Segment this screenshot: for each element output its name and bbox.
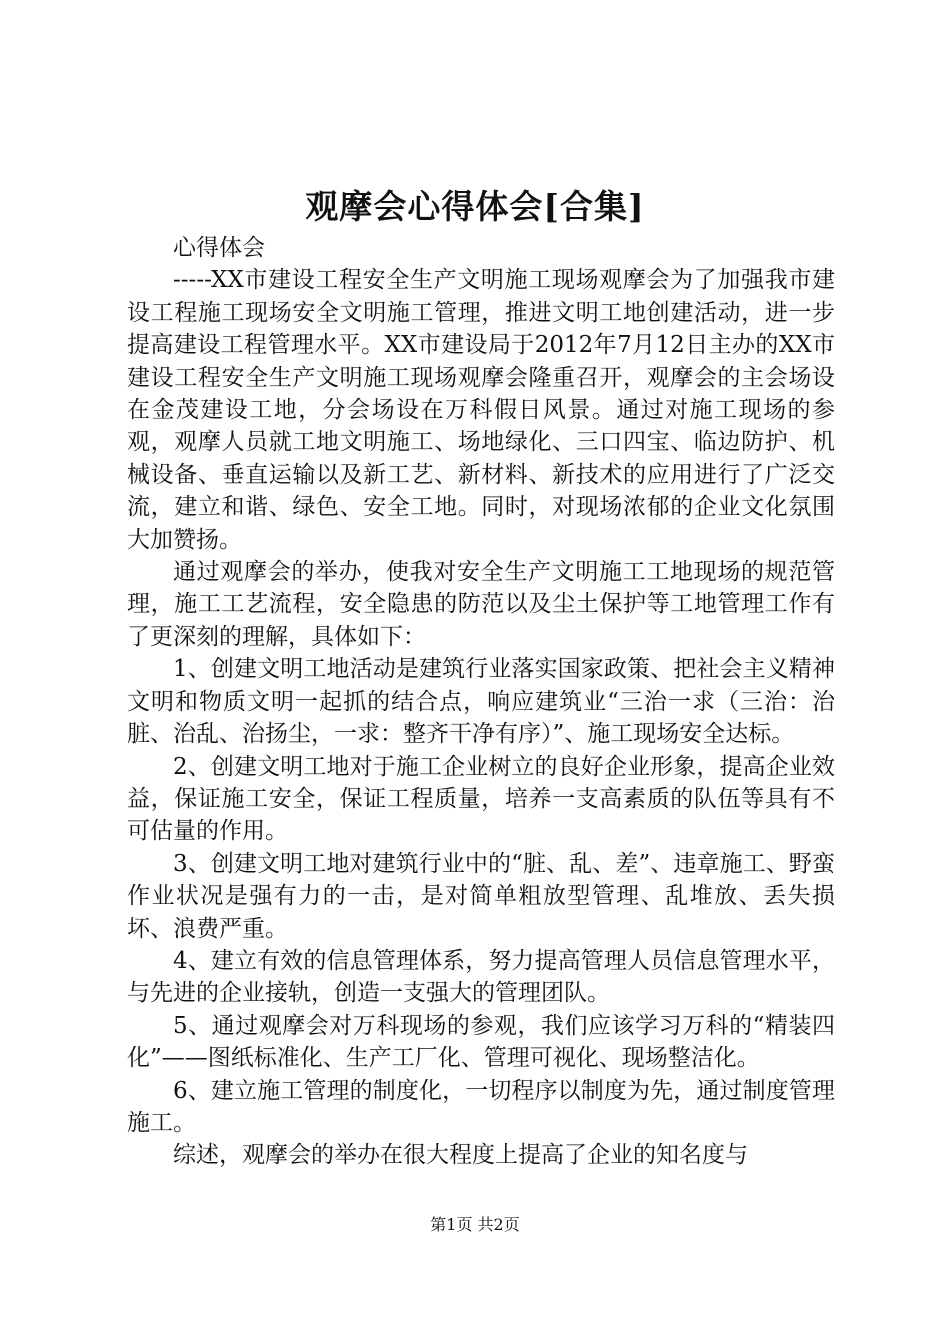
paragraph-summary-lead: 通过观摩会的举办，使我对安全生产文明施工工地现场的规范管理，施工工艺流程，安全隐患的防范以及尘土保护等工地管理工作有了更深刻的理解，具体如下： [127, 559, 835, 650]
paragraph-item-5: 5、通过观摩会对万科现场的参观，我们应该学习万科的“精装四化”——图纸标准化、生产工厂化、管理可视化、现场整洁化。 [127, 1012, 835, 1072]
paragraph-conclusion: 综述，观摩会的举办在很大程度上提高了企业的知名度与 [173, 1142, 748, 1169]
page-footer: 第1页 共2页 [430, 1215, 520, 1234]
paragraph-item-3: 3、创建文明工地对建筑行业中的“脏、乱、差”、违章施工、野蛮作业状况是强有力的一击，是对简单粗放型管理、乱堆放、丢失损坏、浪费严重。 [127, 850, 835, 942]
document-body [127, 232, 835, 1172]
paragraph-item-1: 1、创建文明工地活动是建筑行业落实国家政策、把社会主义精神文明和物质文明一起抓的结合点，响应建筑业“三治一求（三治：治脏、治乱、治扬尘，一求：整齐干净有序）”、施工现场安全达标。 [127, 656, 835, 748]
paragraph-item-6: 6、建立施工管理的制度化，一切程序以制度为先，通过制度管理施工。 [127, 1077, 835, 1136]
paragraph-item-4: 4、建立有效的信息管理体系，努力提高管理人员信息管理水平，与先进的企业接轨，创造一支强大的管理团队。 [127, 947, 835, 1007]
paragraph-intro: -----XX市建设工程安全生产文明施工现场观摩会为了加强我市建设工程施工现场安全文明施工管理，推进文明工地创建活动，进一步提高建设工程管理水平。XX市建设局于2012年7月12日主办的XX市建设工程安全生产文明施工现场观摩会隆重召开，观摩会的主会场设在金茂建设工地，分会场设在万科假日风景。通过对施工现场的参观，观摩人员就工地文明施工、场地绿化、三口四宝、临边防护、机械设备、垂直运输以及新工艺、新材料、新技术的应用进行了广泛交流，建立和谐、绿色、安全工地。同时，对现场浓郁的企业文化氛围大加赞扬。 [127, 267, 835, 553]
document-title: 观摩会心得体会[合集] [305, 187, 645, 226]
paragraph-item-2: 2、创建文明工地对于施工企业树立的良好企业形象，提高企业效益，保证施工安全，保证工程质量，培养一支高素质的队伍等具有不可估量的作用。 [127, 753, 835, 845]
subtitle: 心得体会 [173, 235, 265, 261]
